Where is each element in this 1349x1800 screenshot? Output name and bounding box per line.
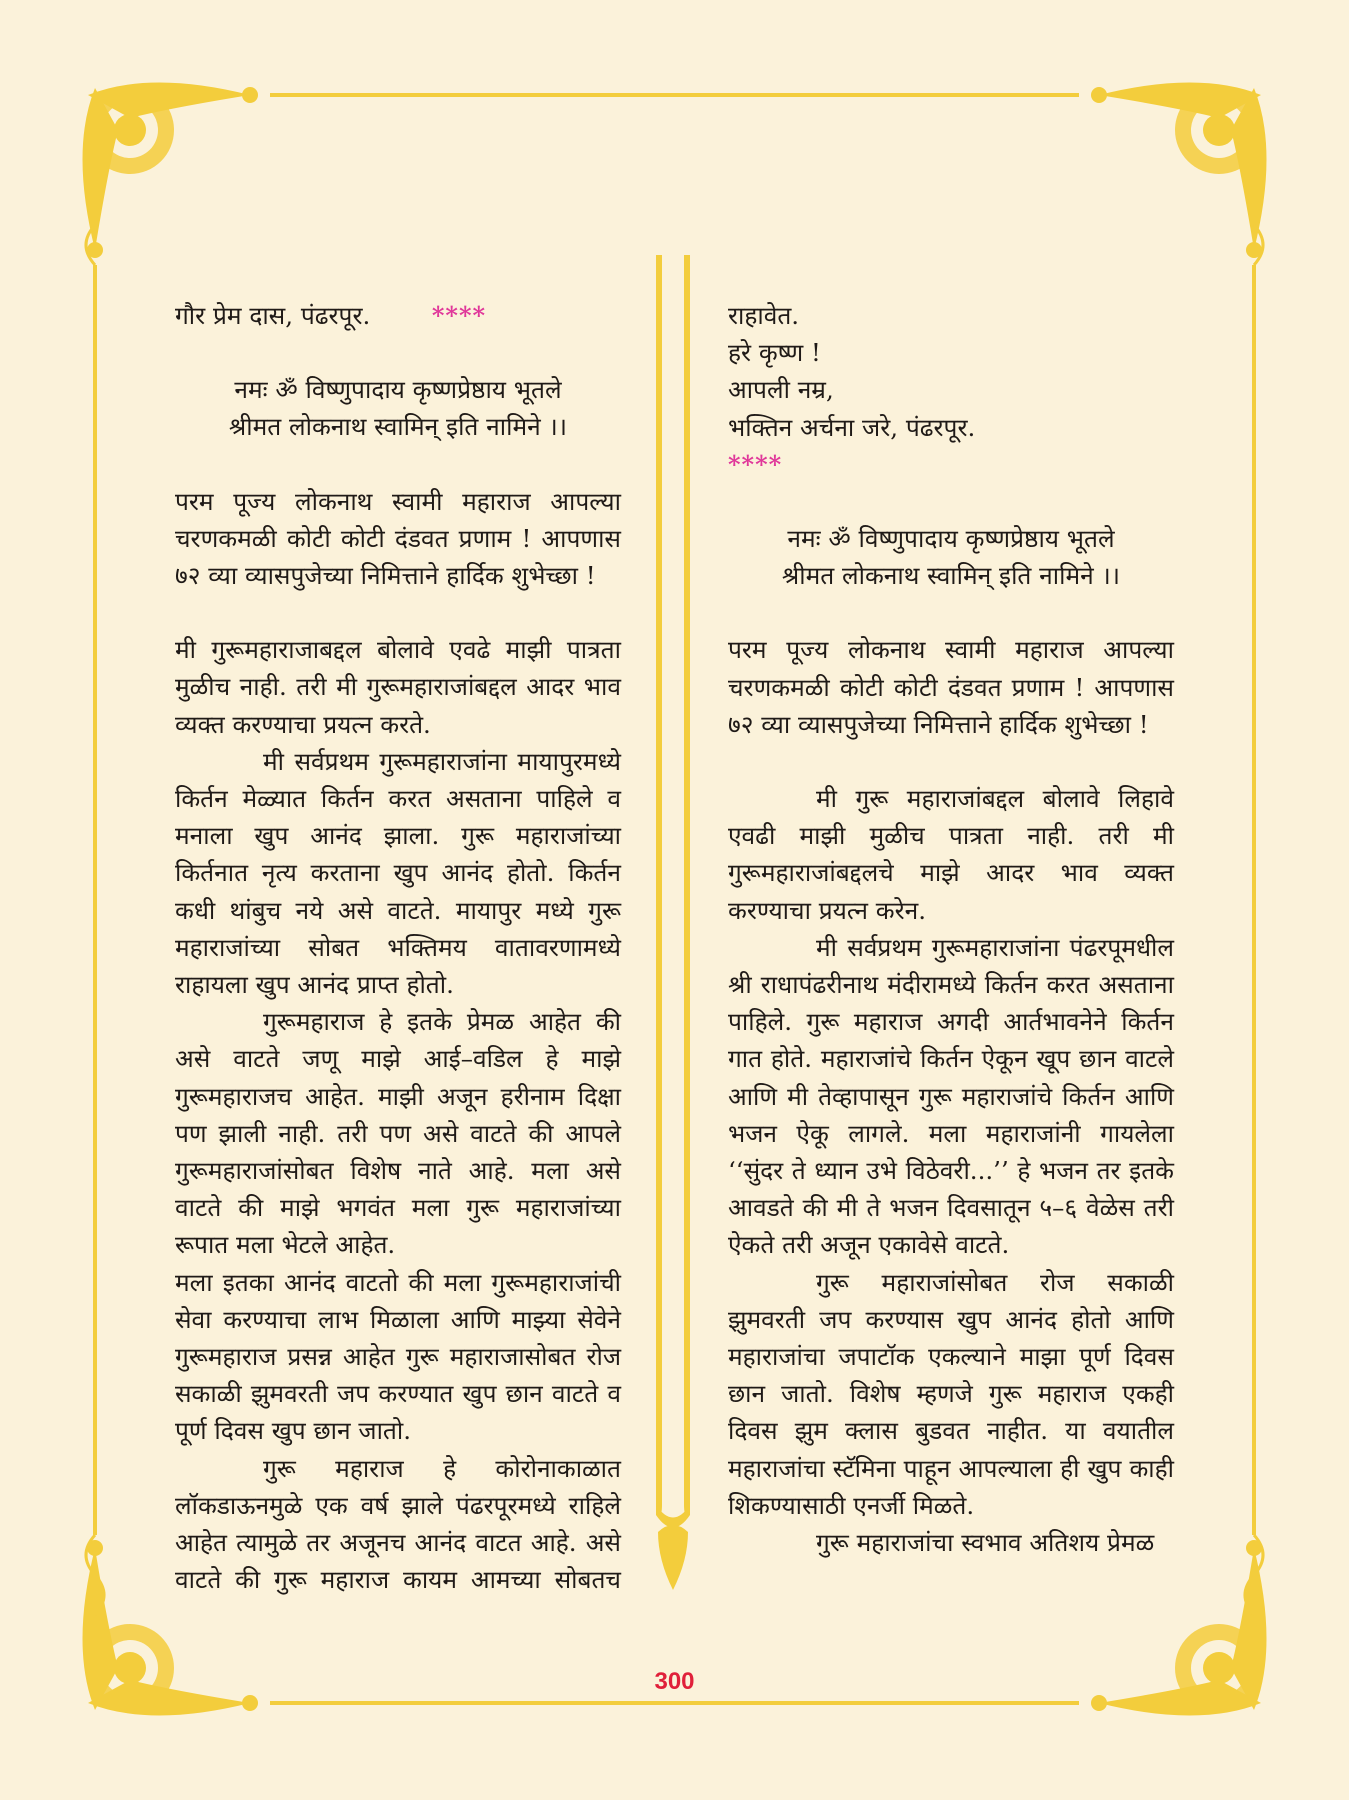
left-paragraph-1: मी गुरूमहाराजाबद्दल बोलावे एवढे माझी पात्रता मुळीच नाही. तरी मी गुरूमहाराजांबद्दल आदर भाव व्यक्त करण्याचा प्रयत्न करते. xyxy=(175,635,621,739)
right-continuation: राहावेत. xyxy=(728,301,800,330)
right-mantra-line1: नमः ॐ विष्णुपादाय कृष्णप्रेष्ठाय भूतले xyxy=(787,524,1115,554)
right-closing: आपली नम्र, xyxy=(728,375,834,405)
left-mantra-line2: श्रीमत लोकनाथ स्वामिन् इति नामिने ।। xyxy=(228,412,568,442)
right-paragraph-3: गुरू महाराजांसोबत रोज सकाळी झुमवरती जप करण्यास खुप आनंद होतो आणि महाराजांचा जपाटॉक एकल्याने माझा पूर्ण दिवस छान जातो. विशेष म्हणजे गुरू महाराज एकही दिवस झुम क्लास बुडवत नाहीत. या वयातील महाराजांचा स्टॅमिना पाहून आपल्याला ही खुप काही शिकण्यासाठी एनर्जी मिळते. xyxy=(728,1267,1174,1520)
left-greeting: परम पूज्य लोकनाथ स्वामी महाराज आपल्या चरणकमळी कोटी कोटी दंडवत प्रणाम ! आपणास ७२ व्या व्यासपुजेच्या निमित्ताने हार्दिक शुभेच्छा ! xyxy=(175,486,621,591)
left-signature-text: गौर प्रेम दास, पंढरपूर. xyxy=(175,301,371,330)
right-paragraph-2: मी सर्वप्रथम गुरूमहाराजांना पंढरपूमधील श्री राधापंढरीनाथ मंदीरामध्ये किर्तन करत असताना पाहिले. गुरू महाराज अगदी आर्तभावनेने किर्तन गात होते. महाराजांचे किर्तन ऐकून खूप छान वाटले आणि मी तेव्हापासून गुरू महाराजांचे किर्तन आणि भजन ऐकू लागले. मला महाराजांनी गायलेला ‘‘सुंदर ते ध्यान उभे विठेवरी...’’ हे भजन तर इतके आवडते की मी ते भजन दिवसातून ५–६ वेळेस तरी ऐकते तरी अजून एकावेसे वाटते. xyxy=(728,932,1174,1260)
right-mantra-line2: श्रीमत लोकनाथ स्वामिन् इति नामिने ।। xyxy=(781,561,1121,591)
right-column xyxy=(728,297,1174,1561)
left-paragraph-4: मला इतका आनंद वाटतो की मला गुरूमहाराजांची सेवा करण्याचा लाभ मिळाला आणि माझ्या सेवेने गुरूमहाराज प्रसन्न आहेत गुरू महाराजासोबत रोज सकाळी झुमवरती जप करण्यात खुप छान वाटते व पूर्ण दिवस खुप छान जातो. xyxy=(175,1267,621,1446)
corner-ornament-top-left xyxy=(83,83,259,259)
left-signature xyxy=(175,297,621,334)
left-mantra-line1: नमः ॐ विष्णुपादाय कृष्णप्रेष्ठाय भूतले xyxy=(234,375,562,405)
right-hare-krishna: हरे कृष्ण ! xyxy=(728,338,821,368)
right-paragraph-1: मी गुरू महाराजांबद्दल बोलावे लिहावे एवढी माझी मुळीच पात्रता नाही. तरी मी गुरूमहाराजांबद्दलचे माझे आदर भाव व्यक्त करण्याचा प्रयत्न करेन. xyxy=(728,784,1174,925)
right-stars: **** xyxy=(728,449,783,479)
right-signature: भक्तिन अर्चना जरे, पंढरपूर. xyxy=(728,412,976,442)
left-column xyxy=(175,297,621,1599)
right-paragraph-4: गुरू महाराजांचा स्वभाव अतिशय प्रेमळ xyxy=(816,1528,1155,1558)
left-paragraph-5: गुरू महाराज हे कोरोनाकाळात लॉकडाऊनमुळे एक वर्ष झाले पंढरपूरमध्ये राहिले आहेत त्यामुळे तर अजूनच आनंद वाटत आहे. असे वाटते की गुरू महाराज कायम आमच्या सोबतच xyxy=(175,1453,621,1595)
left-paragraph-2: मी सर्वप्रथम गुरूमहाराजांना मायापुरमध्ये किर्तन मेळ्यात किर्तन करत असताना पाहिले व मनाला खुप आनंद झाला. गुरू महाराजांच्या किर्तनात नृत्य करताना खुप आनंद होतो. किर्तन कधी थांबुच नये असे वाटते. मायापुर मध्ये गुरू महाराजांच्या सोबत भक्तिमय वातावरणामध्ये राहायला खुप आनंद प्राप्त होतो. xyxy=(175,746,621,1000)
left-paragraph-3: गुरूमहाराज हे इतके प्रेमळ आहेत की असे वाटते जणू माझे आई–वडिल हे माझे गुरूमहाराजच आहेत. माझी अजून हरीनाम दिक्षा पण झाली नाही. तरी पण असे वाटते की आपले गुरूमहाराजांसोबत विशेष नाते आहे. मला असे वाटते की माझे भगवंत मला गुरू महाराजांच्या रूपात मला भेटले आहेत. xyxy=(175,1007,621,1260)
corner-ornament-top-right xyxy=(1091,83,1267,259)
column-divider xyxy=(656,255,690,1590)
page-number: 300 xyxy=(654,1668,695,1695)
right-greeting: परम पूज्य लोकनाथ स्वामी महाराज आपल्या चरणकमळी कोटी कोटी दंडवत प्रणाम ! आपणास ७२ व्या व्यासपुजेच्या निमित्ताने हार्दिक शुभेच्छा ! xyxy=(728,635,1174,739)
left-stars: **** xyxy=(431,301,487,330)
